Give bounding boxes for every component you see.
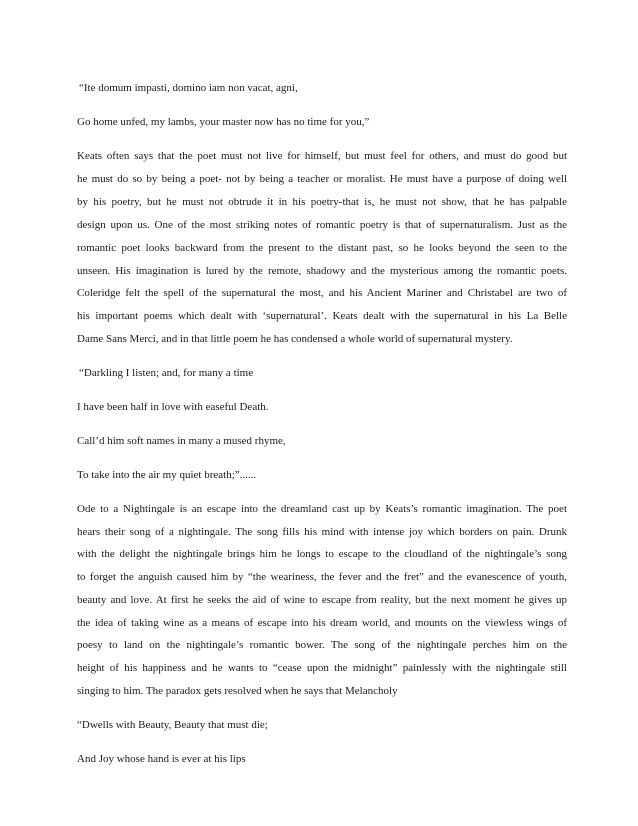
paragraph-line: he must do so by being a poet- not by being a teacher or moralist. He must have a purpose of doing well <box>77 173 567 185</box>
paragraph-line: height of his happiness and he wants to “cease upon the midnight” painlessly with the nightingale still <box>77 662 567 674</box>
paragraph-line: Keats often says that the poet must not live for himself, but must feel for others, and must do good but <box>77 150 567 162</box>
quote-line: Call’d him soft names in many a mused rhyme, <box>77 435 286 447</box>
quote-line: And Joy whose hand is ever at his lips <box>77 753 246 765</box>
paragraph-line: by his poetry, but he must not obtrude it in his poetry-that is, he must not show, that he has palpable <box>77 196 567 208</box>
paragraph-line: his important poems which dealt with ‘supernatural’. Keats dealt with the supernatural in his La Belle <box>77 310 567 322</box>
paragraph-line: romantic poet looks backward from the present to the distant past, so he looks beyond the seen to the <box>77 242 567 254</box>
paragraph-line: Ode to a Nightingale is an escape into the dreamland cast up by Keats’s romantic imagination. The poet <box>77 503 567 515</box>
paragraph-line: design upon us. One of the most striking notes of romantic poetry is that of supernaturalism. Just as the <box>77 219 567 231</box>
quote-line: “Dwells with Beauty, Beauty that must die; <box>77 719 268 731</box>
quote-line: Go home unfed, my lambs, your master now has no time for you,” <box>77 116 370 128</box>
paragraph-line: Dame Sans Merci, and in that little poem he has condensed a whole world of supernatural mystery. <box>77 333 513 345</box>
quote-line: “Darkling I listen; and, for many a time <box>79 367 254 379</box>
paragraph-line: singing to him. The paradox gets resolved when he says that Melancholy <box>77 685 398 697</box>
paragraph-line: with the delight the nightingale brings him he longs to escape to the cloudland of the nightingale’s song <box>77 548 567 560</box>
paragraph-line: hears their song of a nightingale. The song fills his mind with intense joy which borders on pain. Drunk <box>77 526 567 538</box>
paragraph-line: beauty and love. At first he seeks the aid of wine to escape from reality, but the next moment he gives up <box>77 594 567 606</box>
quote-line: I have been half in love with easeful Death. <box>77 401 269 413</box>
paragraph-line: to forget the anguish caused him by “the weariness, the fever and the fret” and the evanescence of youth, <box>77 571 567 583</box>
paragraph-line: the idea of taking wine as a means of escape into his dream world, and mounts on the viewless wings of <box>77 617 567 629</box>
paragraph-line: poesy to land on the nightingale’s romantic bower. The song of the nightingale perches him on the <box>77 639 567 651</box>
paragraph-line: unseen. His imagination is lured by the remote, shadowy and the mysterious among the romantic poets. <box>77 265 567 277</box>
quote-line: “Ite domum impasti, domino iam non vacat, agni, <box>79 82 298 94</box>
quote-line: To take into the air my quiet breath;”...... <box>77 469 257 481</box>
paragraph-line: Coleridge felt the spell of the supernatural the most, and his Ancient Mariner and Christabel are two of <box>77 287 567 299</box>
